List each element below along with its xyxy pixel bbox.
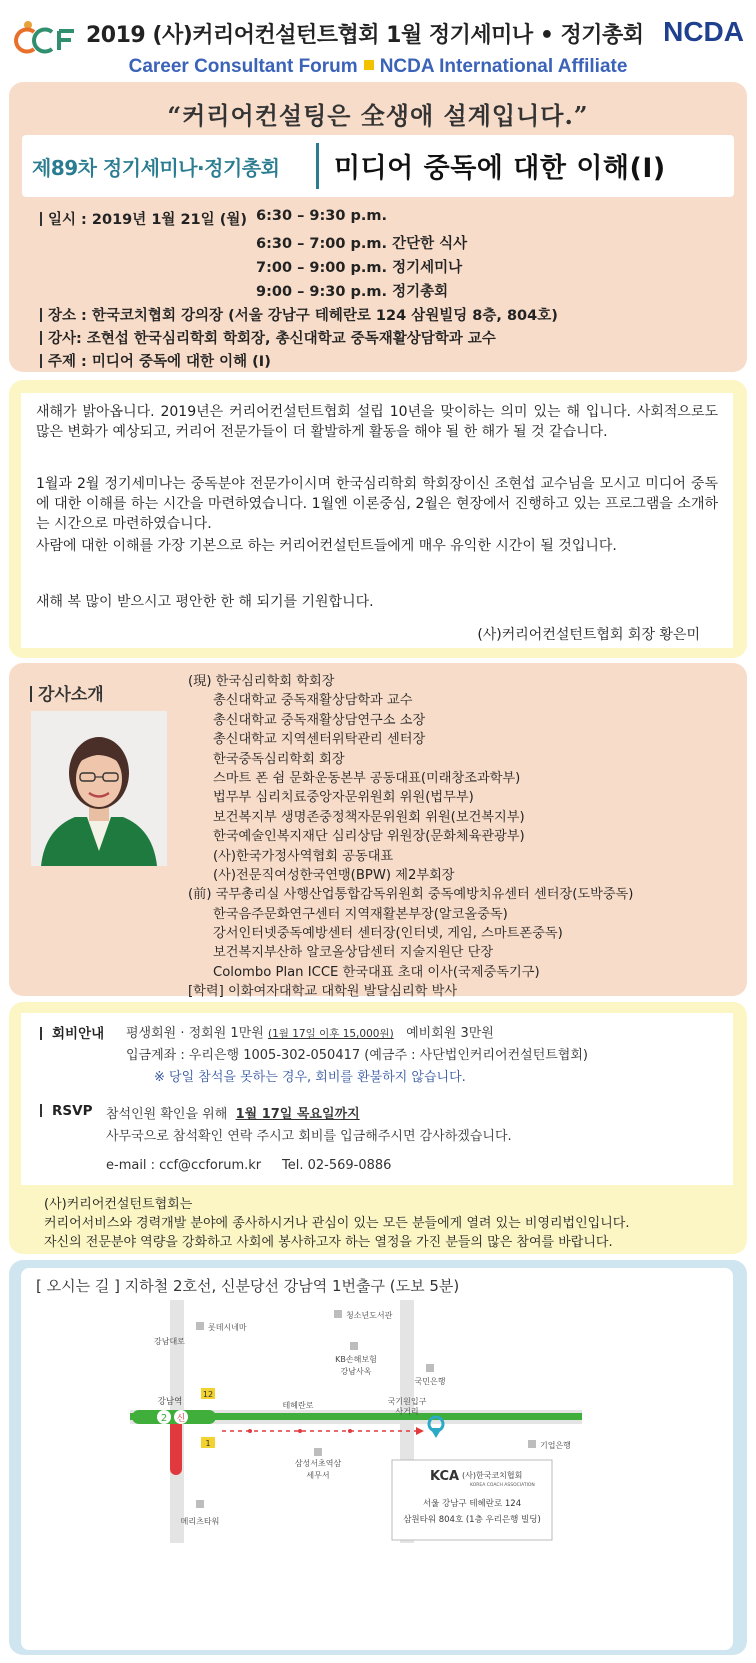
title-divider (316, 143, 319, 189)
cv-line: 강서인터넷중독예방센터 센터장(인터넷, 게임, 스마트폰중독) (213, 926, 563, 942)
org-line-3: 자신의 전문분야 역량을 강화하고 사회에 봉사하고자 하는 열정을 가진 분들의 많은 참여를 바랍니다. (44, 1235, 613, 1250)
cv-line: 총신대학교 지역센터위탁관리 센터장 (213, 732, 426, 748)
bullet-bar (40, 354, 42, 368)
map-sinbundang-label: 신 (176, 1414, 186, 1424)
fee-regular: 평생회원 · 정회원 1만원 (126, 1026, 264, 1041)
org-line-1: (사)커리어컨설턴트협회는 (44, 1197, 193, 1212)
cv-line: 총신대학교 중독재활상담연구소 소장 (213, 712, 426, 728)
slogan: “커리어컨설팅은 全생애 설계입니다.” (167, 101, 589, 130)
ccf-logo (14, 18, 78, 54)
map-crossroad-2: 사거리 (395, 1407, 419, 1416)
map-address-2: 삼원타워 804호 (1층 우리은행 빌딩) (403, 1515, 541, 1525)
subtitle-left: Career Consultant Forum (128, 56, 358, 77)
map-gangnam-daero: 강남대로 (154, 1337, 185, 1346)
cv-line: (사)전문직여성한국연맹(BPW) 제2부회장 (213, 867, 455, 883)
org-line-2: 커리어서비스와 경력개발 분야에 종사하시거나 관심이 있는 모든 분들에게 열려 있는 비영리법인입니다. (44, 1216, 630, 1231)
bullet-bar (40, 1027, 42, 1040)
cv-line: 총신대학교 중독재활상담학과 교수 (213, 693, 413, 709)
square-icon (364, 60, 374, 70)
map-youth-library: 청소년도서관 (346, 1311, 393, 1320)
fees-refund-note: ※ 당일 참석을 못하는 경우, 회비를 환불하지 않습니다. (154, 1070, 466, 1085)
subtitle-right: NCDA International Affiliate (379, 56, 628, 77)
map-tax-office: 삼성서초역삼 (294, 1459, 342, 1468)
speaker-heading (30, 680, 104, 705)
map-exit-12: 12 (202, 1390, 214, 1399)
time-line-1: 6:30 – 9:30 p.m. (256, 208, 388, 224)
cv-line: 한국중독심리학회 회장 (213, 751, 345, 767)
bullet-bar (40, 331, 42, 345)
map-exit-1: 1 (205, 1439, 211, 1448)
map-kookmin: 국민은행 (414, 1377, 446, 1386)
map-kb: KB손해보험 (335, 1355, 377, 1364)
rsvp-line-1 (106, 1103, 360, 1122)
cv-line: (前) 국무총리실 사행산업통합감독위원회 중독예방치유센터 센터장(도박중독) (188, 887, 634, 903)
directions-text: [ 오시는 길 ] 지하철 2호선, 신분당선 강남역 1번출구 (도보 5분) (36, 1277, 460, 1295)
event-date-text: 일시 : 2019년 1월 21일 (월) (48, 212, 247, 228)
title-box (22, 135, 734, 197)
cv-line: [학력] 이화여자대학교 대학원 발달심리학 박사 (188, 984, 458, 1000)
map-route-arrow (416, 1427, 424, 1435)
event-topic (40, 350, 271, 371)
contact-email[interactable]: e-mail : ccf@ccforum.kr (106, 1158, 262, 1173)
bullet-bar (30, 686, 32, 702)
cv-line: 보건복지부산하 알코올상담센터 지술지원단 단장 (213, 945, 494, 961)
map-lotte: 롯데시네마 (208, 1323, 247, 1332)
fee-associate: 예비회원 3만원 (406, 1026, 494, 1041)
map-address-1: 서울 강남구 테헤란로 124 (422, 1499, 522, 1509)
location-map[interactable] (130, 1300, 582, 1543)
event-topic-text: 주제 : 미디어 중독에 대한 이해 (I) (48, 354, 271, 370)
message-paragraph-1: 새해가 밝아옵니다. 2019년은 커리어컨설턴트협회 설립 10년을 맞이하는 의미 있는 해 입니다. 사회적으로도 많은 변화가 예상되고, 커리어 전문가들이 더 활발하게 활동을 해야 될 한 해가 될 것 같습니다. (36, 404, 718, 440)
page-header (0, 0, 756, 84)
map-crossroad-1: 국기원입구 (387, 1397, 427, 1406)
message-paragraph-3: 사람에 대한 이해를 가장 기본으로 하는 커리어컨설턴트들에게 매우 유익한 시간이 될 것입니다. (36, 538, 617, 554)
rsvp-line-2: 사무국으로 참석확인 연락 주시고 회비를 입금해주시면 감사하겠습니다. (106, 1129, 512, 1144)
page-title: 2019 (사)커리어컨설턴트협회 1월 정기세미나 • 정기총회 (86, 23, 644, 48)
message-paragraph-4: 새해 복 많이 받으시고 평안한 한 해 되기를 기원합니다. (36, 594, 374, 610)
map-station: 강남역 (157, 1397, 183, 1407)
event-speaker-text: 강사: 조현섭 한국심리학회 학회장, 총신대학교 중독재활상담학과 교수 (48, 331, 496, 347)
speaker-photo (31, 711, 167, 866)
map-line2-label: 2 (160, 1413, 168, 1424)
cv-line: (사)한국가정사역협회 공동대표 (213, 848, 394, 864)
cv-line: 스마트 폰 쉼 문화운동본부 공동대표(미래창조과학부) (213, 770, 521, 786)
cv-line: 법무부 심리치료중앙자문위원회 위원(법무부) (213, 790, 474, 806)
contact-tel[interactable]: Tel. 02-569-0886 (282, 1158, 392, 1173)
seminar-title: 미디어 중독에 대한 이해(I) (334, 153, 666, 184)
time-line-2: 6:30 – 7:00 p.m. 간단한 식사 (256, 236, 468, 252)
speaker-cv (188, 672, 633, 1021)
ncda-logo: NCDA (663, 16, 744, 47)
cv-line: (現) 한국심리학회 학회장 (188, 674, 335, 689)
rsvp-deadline: 1월 17일 목요일까지 (235, 1107, 360, 1122)
event-speaker (40, 327, 496, 348)
time-line-3: 7:00 – 9:00 p.m. 정기세미나 (256, 260, 463, 276)
fees-line-1 (126, 1022, 494, 1041)
event-place-text: 장소 : 한국코치협회 강의장 (서울 강남구 테헤란로 124 삼원빌딩 8층, 804호) (48, 308, 558, 324)
map-tax-office-2: 세무서 (306, 1471, 330, 1480)
fees-account: 입금계좌 : 우리은행 1005-302-050417 (예금주 : 사단법인커리어컨설턴트협회) (126, 1048, 588, 1063)
map-kca-sub: KOREA COACH ASSOCIATION (470, 1483, 535, 1488)
cv-line: 보건복지부 생명존중정책자문위원회 위원(보건복지부) (213, 809, 525, 825)
page-subtitle (0, 56, 756, 78)
map-teheran: 테헤란로 (282, 1401, 314, 1410)
message-paragraph-2: 1월과 2월 정기세미나는 중독분야 전문가이시며 한국심리학회 학회장이신 조현섭 교수님을 모시고 미디어 중독에 대한 이해를 하는 시간을 마련하였습니다. 1월엔 이론중심, 2월은 현장에서 진행하고 있는 프로그램을 소개하는 시간으로 마련하였습니다. (36, 476, 718, 532)
speaker-heading-text: 강사소개 (38, 685, 104, 705)
cv-line: Colombo Plan ICCE 한국대표 초대 이사(국제중독기구) (213, 964, 540, 980)
map-kca-name: (사)한국코치협회 (462, 1471, 523, 1480)
rsvp-label (40, 1103, 92, 1119)
event-date (40, 208, 247, 229)
fees-label (40, 1022, 104, 1042)
cv-line: 한국예술인복지재단 심리상담 위원장(문화체육관광부) (213, 829, 525, 845)
map-ibk: 기업은행 (540, 1441, 571, 1450)
cv-line: 한국음주문화연구센터 지역재활본부장(알코올중독) (213, 906, 508, 922)
bullet-bar (40, 308, 42, 322)
fee-late: (1월 17일 이후 15,000원) (267, 1028, 394, 1040)
event-place (40, 304, 558, 325)
fees-label-text: 회비안내 (52, 1026, 105, 1042)
rsvp-label-text: RSVP (52, 1103, 93, 1119)
seminar-number: 제89차 정기세미나·정기총회 (32, 156, 280, 180)
time-line-4: 9:00 – 9:30 p.m. 정기총회 (256, 284, 449, 300)
map-kb-2: 강남사옥 (340, 1367, 372, 1376)
map-meritz: 메리츠타워 (180, 1517, 220, 1526)
speaker-portrait-illustration (31, 711, 167, 866)
bullet-bar (40, 212, 42, 226)
message-signature: (사)커리어컨설턴트협회 회장 황은미 (477, 627, 700, 643)
rsvp-intro: 참석인원 확인을 위해 (106, 1107, 228, 1122)
bullet-bar (40, 1104, 42, 1117)
map-kca-logo: KCA (430, 1469, 460, 1484)
